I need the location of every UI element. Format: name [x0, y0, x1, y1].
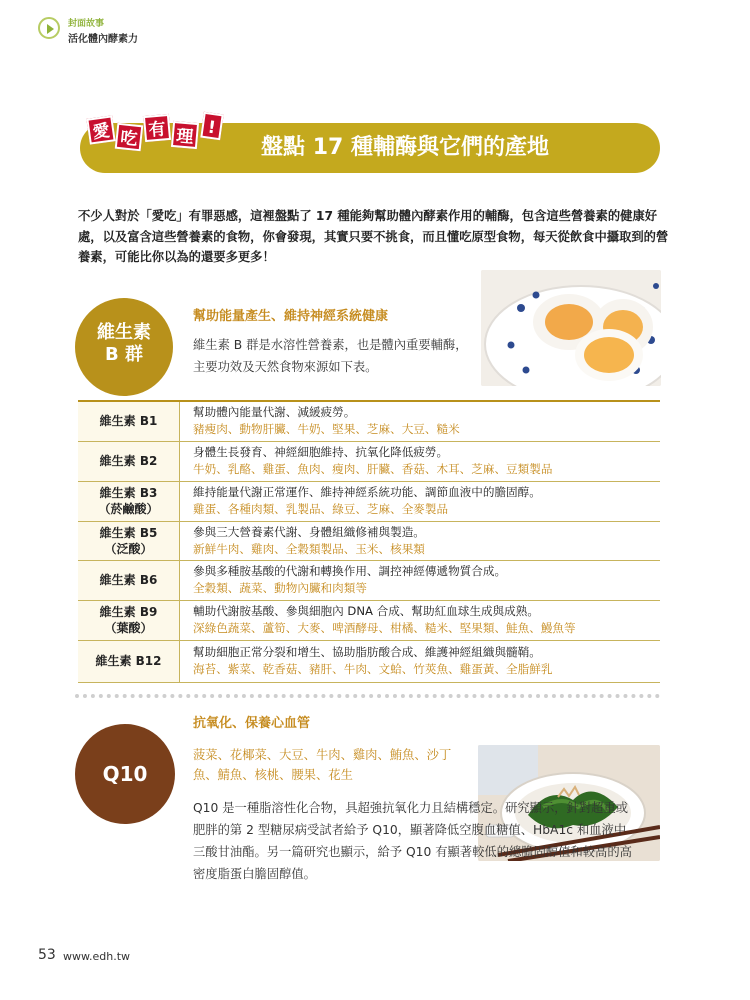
vitamin-name: 維生素 B12 — [78, 640, 180, 682]
vitamin-function: 維持能量代謝正常運作、維持神經系統功能、調節血液中的膽固醇。 — [193, 485, 541, 499]
title-tile: ! — [200, 112, 223, 141]
vitamin-info — [180, 441, 661, 481]
vitamin-function: 參與三大營養素代謝、身體組織修補與製造。 — [193, 524, 425, 539]
title-tile: 吃 — [115, 123, 144, 152]
vitamin-name: 維生素 B3 （菸鹼酸） — [78, 481, 180, 521]
vitamin-sources: 海苔、紫菜、乾香菇、豬肝、牛肉、文蛤、竹莢魚、雞蛋黃、全脂鮮乳 — [193, 662, 553, 676]
title-tile: 理 — [171, 121, 199, 149]
vitamin-b-heading: 幫助能量產生、維持神經系統健康 — [193, 309, 389, 324]
page-number: 53 — [38, 947, 56, 963]
section-divider — [75, 694, 660, 698]
vitamin-info — [180, 560, 661, 600]
footer-url[interactable]: www.edh.tw — [63, 950, 131, 963]
circle-label-line1: 維生素 — [97, 322, 151, 343]
q10-circle: Q10 — [75, 724, 175, 824]
vitamin-function: 幫助體內能量代謝、減緩疲勞。 — [193, 405, 356, 420]
vitamin-name: 維生素 B9 （葉酸） — [78, 600, 180, 640]
table-row — [78, 521, 660, 560]
q10-foods: 菠菜、花椰菜、大豆、牛肉、雞肉、鮪魚、沙丁魚、鯖魚、核桃、腰果、花生 — [193, 748, 452, 782]
vitamin-info — [180, 521, 661, 560]
vitamin-name: 維生素 B1 — [78, 401, 180, 441]
vitamin-sources: 豬瘦肉、動物肝臟、牛奶、堅果、芝麻、大豆、糙米 — [193, 422, 460, 437]
vitamin-function: 輔助代謝胺基酸、參與細胞內 DNA 合成、幫助紅血球生成與成熟。 — [193, 604, 539, 618]
table-row — [78, 401, 660, 441]
table-row — [78, 560, 660, 600]
section-title: 活化體內酵素力 — [68, 34, 138, 45]
vitamin-info — [180, 600, 661, 640]
table-row — [78, 441, 660, 481]
vitamin-info — [180, 401, 661, 441]
vitamin-function: 身體生長發育、神經細胞維持、抗氧化降低疲勞。 — [193, 445, 449, 459]
vitamin-b-description: 維生素 B 群是水溶性營養素，也是體內重要輔酶，主要功效及天然食物來源如下表。 — [193, 338, 468, 374]
vitamin-b-circle — [75, 298, 173, 396]
vitamin-function: 幫助細胞正常分裂和增生、協助脂肪酸合成、維護神經組織與髓鞘。 — [193, 645, 541, 659]
vitamin-function: 參與多種胺基酸的代謝和轉換作用、調控神經傳遞物質合成。 — [193, 564, 507, 578]
q10-heading: 抗氧化、保養心血管 — [193, 716, 311, 731]
vitamin-sources: 雞蛋、各種肉類、乳製品、綠豆、芝麻、全麥製品 — [193, 502, 449, 516]
table-row — [78, 481, 660, 521]
vitamin-info — [180, 640, 661, 682]
title-tile: 有 — [143, 114, 171, 142]
eggs-photo — [481, 270, 661, 386]
table-row — [78, 640, 660, 682]
vitamin-name: 維生素 B6 — [78, 560, 180, 600]
vitamin-info — [180, 481, 661, 521]
vitamin-sources: 全穀類、蔬菜、動物內臟和肉類等 — [193, 581, 367, 595]
title-tile: 愛 — [86, 115, 115, 144]
vitamin-name: 維生素 B5 （泛酸） — [78, 521, 180, 560]
circle-label-line2: B 群 — [105, 344, 143, 365]
vitamin-sources: 深綠色蔬菜、蘆筍、大麥、啤酒酵母、柑橘、糙米、堅果類、鮭魚、鰻魚等 — [193, 621, 576, 635]
intro-paragraph: 不少人對於「愛吃」有罪惡感，這裡盤點了 17 種能夠幫助體內酵素作用的輔酶，包含這些營養素的健康好處，以及富含這些營養素的食物，你會發現，其實只要不挑食，而且懂吃原型食物，每天從飲食中攝取到的營養素，可能比你以為的還要多更多！ — [78, 209, 669, 264]
vitamin-name: 維生素 B2 — [78, 441, 180, 481]
q10-description: Q10 是一種脂溶性化合物，具超強抗氧化力且結構穩定。研究顯示，針對超重或肥胖的第 2 型糖尿病受試者給予 Q10，顯著降低空腹血糖值、HbA1c 和血液中三酸甘油酯。另一篇研究也顯示，給予 Q10 有顯著較低的總膽固醇值和較高的高密度脂蛋白膽固醇值。 — [193, 801, 632, 881]
section-label: 封面故事 — [68, 19, 105, 29]
vitamin-sources: 新鮮牛肉、雞肉、全穀類製品、玉米、核果類 — [193, 541, 425, 556]
vitamin-sources: 牛奶、乳酪、雞蛋、魚肉、瘦肉、肝臟、香菇、木耳、芝麻、豆類製品 — [193, 462, 553, 476]
play-icon — [38, 17, 60, 39]
vitamin-b-table — [78, 400, 660, 683]
table-row — [78, 600, 660, 640]
page-title: 盤點 17 種輔酶與它們的產地 — [261, 135, 549, 160]
